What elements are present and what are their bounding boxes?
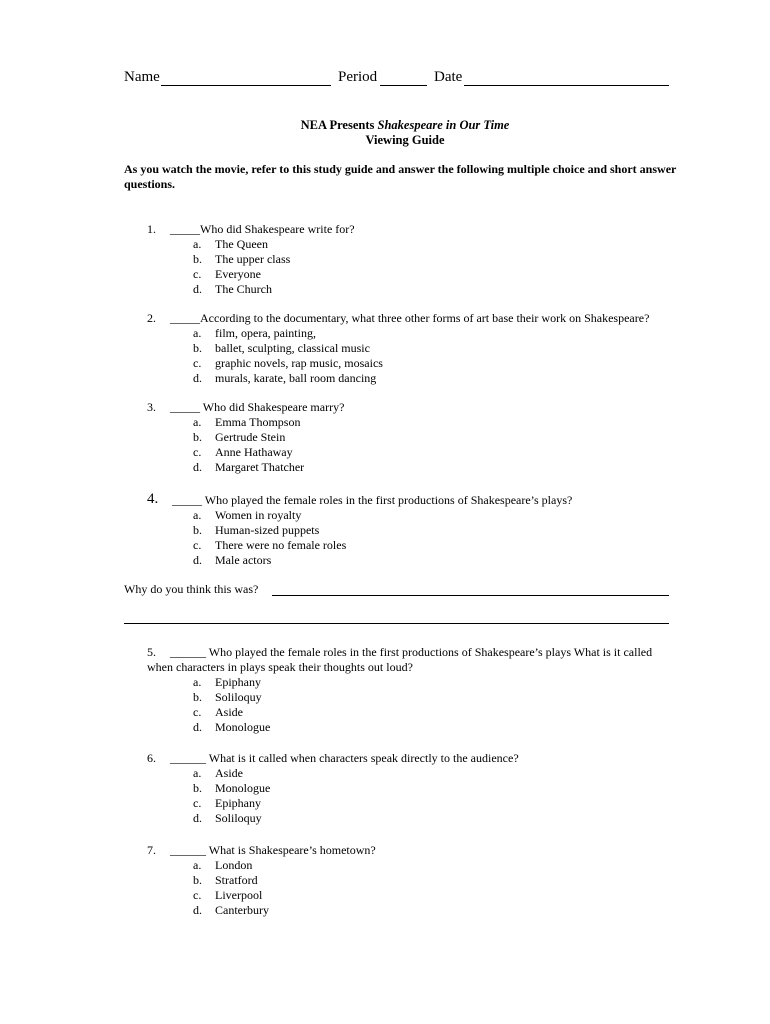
question-number: 7.: [147, 843, 156, 857]
option-text: Canterbury: [215, 903, 269, 917]
option-text: graphic novels, rap music, mosaics: [215, 356, 383, 370]
question-text: ______ Who played the female roles in the first productions of Shakespeare’s plays What is it called: [170, 645, 653, 659]
option-text: Monologue: [215, 781, 271, 795]
page-subtitle: Viewing Guide: [365, 133, 445, 147]
title-prefix: NEA Presents: [300, 118, 378, 132]
question-number: 3.: [147, 400, 156, 414]
date-label: Date: [434, 69, 463, 85]
question-number: 1.: [147, 222, 156, 236]
option-text: Aside: [215, 705, 243, 719]
option-text: Soliloquy: [215, 690, 262, 704]
option-letter: d.: [193, 282, 202, 296]
option-letter: b.: [193, 690, 202, 704]
option-text: Liverpool: [215, 888, 263, 902]
name-label: Name: [124, 69, 160, 85]
question-text: _____ Who played the female roles in the first productions of Shakespeare’s plays?: [172, 493, 573, 507]
option-letter: c.: [193, 356, 202, 370]
question-number: 2.: [147, 311, 156, 325]
date-field-line[interactable]: [464, 85, 669, 86]
option-letter: c.: [193, 796, 202, 810]
option-letter: d.: [193, 903, 202, 917]
option-letter: c.: [193, 267, 202, 281]
page-title: [0, 118, 770, 133]
question-text: _____According to the documentary, what three other forms of art base their work on Shakespeare?: [170, 311, 650, 325]
option-letter: a.: [193, 237, 202, 251]
option-text: Epiphany: [215, 675, 261, 689]
option-letter: a.: [193, 675, 202, 689]
question-text-continued: when characters in plays speak their thoughts out loud?: [147, 660, 413, 674]
option-text: Women in royalty: [215, 508, 302, 522]
option-letter: b.: [193, 781, 202, 795]
question-number: 6.: [147, 751, 156, 765]
title-italic: Shakespeare in Our Time: [377, 118, 510, 132]
option-text: London: [215, 858, 253, 872]
option-letter: b.: [193, 430, 202, 444]
option-text: Soliloquy: [215, 811, 262, 825]
option-letter: c.: [193, 445, 202, 459]
option-text: murals, karate, ball room dancing: [215, 371, 377, 385]
option-text: The Church: [215, 282, 272, 296]
option-text: There were no female roles: [215, 538, 347, 552]
option-text: ballet, sculpting, classical music: [215, 341, 370, 355]
period-label: Period: [338, 69, 378, 85]
option-text: Gertrude Stein: [215, 430, 286, 444]
name-field-line[interactable]: [161, 85, 331, 86]
option-letter: b.: [193, 341, 202, 355]
option-text: film, opera, painting,: [215, 326, 316, 340]
option-text: Aside: [215, 766, 243, 780]
option-letter: d.: [193, 460, 202, 474]
option-letter: a.: [193, 326, 202, 340]
question-number: 4.: [147, 491, 159, 507]
option-text: Everyone: [215, 267, 261, 281]
option-letter: b.: [193, 873, 202, 887]
instructions: As you watch the movie, refer to this study guide and answer the following multiple choice and short answer questions.: [124, 162, 677, 191]
option-letter: b.: [193, 252, 202, 266]
option-letter: c.: [193, 538, 202, 552]
option-text: Epiphany: [215, 796, 261, 810]
option-letter: a.: [193, 415, 202, 429]
why-answer-line-2[interactable]: [124, 623, 669, 624]
option-text: The Queen: [215, 237, 268, 251]
option-text: Anne Hathaway: [215, 445, 293, 459]
option-letter: d.: [193, 553, 202, 567]
option-letter: c.: [193, 705, 202, 719]
option-text: Stratford: [215, 873, 258, 887]
period-field-line[interactable]: [380, 85, 427, 86]
question-text: ______ What is Shakespeare’s hometown?: [170, 843, 376, 857]
why-prompt: Why do you think this was?: [124, 582, 259, 596]
option-text: Human-sized puppets: [215, 523, 320, 537]
option-text: Monologue: [215, 720, 271, 734]
option-letter: a.: [193, 858, 202, 872]
option-text: Emma Thompson: [215, 415, 301, 429]
question-text: _____Who did Shakespeare write for?: [170, 222, 355, 236]
why-answer-line-1[interactable]: [272, 595, 669, 596]
option-letter: d.: [193, 720, 202, 734]
option-letter: b.: [193, 523, 202, 537]
option-letter: c.: [193, 888, 202, 902]
question-number: 5.: [147, 645, 156, 659]
option-text: The upper class: [215, 252, 291, 266]
question-text: ______ What is it called when characters speak directly to the audience?: [170, 751, 519, 765]
option-letter: d.: [193, 371, 202, 385]
option-letter: d.: [193, 811, 202, 825]
question-text: _____ Who did Shakespeare marry?: [170, 400, 345, 414]
option-text: Margaret Thatcher: [215, 460, 305, 474]
option-letter: a.: [193, 508, 202, 522]
option-text: Male actors: [215, 553, 272, 567]
option-letter: a.: [193, 766, 202, 780]
